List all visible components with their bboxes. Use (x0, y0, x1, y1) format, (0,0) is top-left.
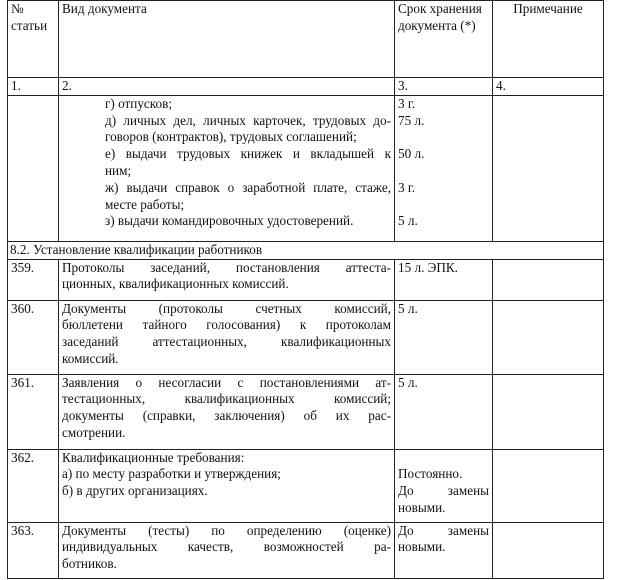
term-g: 3 г. (398, 95, 416, 111)
document-type: Документы (тесты) по определению (оценке) индивидуальных качеств, возможностей ра- ботников. (59, 522, 395, 578)
continuation-row (8, 95, 604, 241)
note (493, 449, 604, 522)
table-row (8, 449, 604, 522)
retention-table (7, 0, 604, 579)
term-d: 75 л. (398, 112, 425, 128)
section-title: 8.2. Установление квалификации работников (8, 241, 604, 259)
item-zh-line1: ж) выдачи справок о заработной плате, стаже, (105, 179, 391, 195)
column-number-1: 1. (8, 78, 59, 96)
continuation-text (59, 95, 395, 241)
continuation-note (493, 95, 604, 241)
item-e-line1: е) выдачи трудовых книжек и вкладышей к (105, 146, 391, 162)
article-number: 363. (8, 522, 59, 578)
header-document-type: Вид документа (59, 1, 395, 78)
column-number-3: 3. (395, 78, 493, 96)
note (493, 374, 604, 449)
item-d-line1: д) личных дел, личных карточек, трудовых до- (105, 112, 391, 128)
term-e: 50 л. (398, 146, 425, 162)
retention-term: 5 л. (395, 374, 493, 449)
note (493, 259, 604, 300)
column-numbering-row (8, 78, 604, 96)
document-type: Документы (протоколы счетных комиссий, бюллетени тайного голосования) к протоколам заседаний аттестационных, квалификационных комиссий. (59, 300, 395, 374)
table-row (8, 259, 604, 300)
item-e-line2: ним; (105, 162, 132, 178)
article-number: 362. (8, 449, 59, 522)
header-note: Примечание (493, 1, 604, 78)
article-number: 359. (8, 259, 59, 300)
note (493, 300, 604, 374)
item-g: г) отпусков; (105, 95, 173, 111)
item-z: з) выдачи командировочных удостоверений. (105, 213, 354, 229)
retention-term: 15 л. ЭПК. (395, 259, 493, 300)
table-row (8, 300, 604, 374)
article-number: 360. (8, 300, 59, 374)
column-number-4: 4. (493, 78, 604, 96)
retention-term: До замены новыми. (395, 522, 493, 578)
document-type: Протоколы заседаний, постановления аттеста- ционных, квалификационных комиссий. (59, 259, 395, 300)
document-type: Заявления о несогласии с постановлениями ат- тестационных, квалификационных комиссий; документы (справки, заключения) об их рас- смотрении. (59, 374, 395, 449)
document-type: Квалификационные требования: а) по месту разработки и утверждения; б) в других организациях. (59, 449, 395, 522)
header-article-number: № статьи (8, 1, 59, 78)
table-row (8, 522, 604, 578)
note (493, 522, 604, 578)
item-d-line2: говоров (контрактов), трудовых соглашений; (105, 129, 357, 145)
table-header-row (8, 1, 604, 78)
continuation-terms (395, 95, 493, 241)
item-zh-line2: месте работы; (105, 196, 185, 212)
retention-term: Постоянно. До замены новыми. (395, 449, 493, 522)
continuation-number (8, 95, 59, 241)
term-zh: 3 г. (398, 179, 416, 195)
section-row (8, 241, 604, 259)
header-retention-term: Срок хранения документа (*) (395, 1, 493, 78)
term-z: 5 л. (398, 213, 418, 229)
retention-term: 5 л. (395, 300, 493, 374)
table-row (8, 374, 604, 449)
article-number: 361. (8, 374, 59, 449)
column-number-2: 2. (59, 78, 395, 96)
